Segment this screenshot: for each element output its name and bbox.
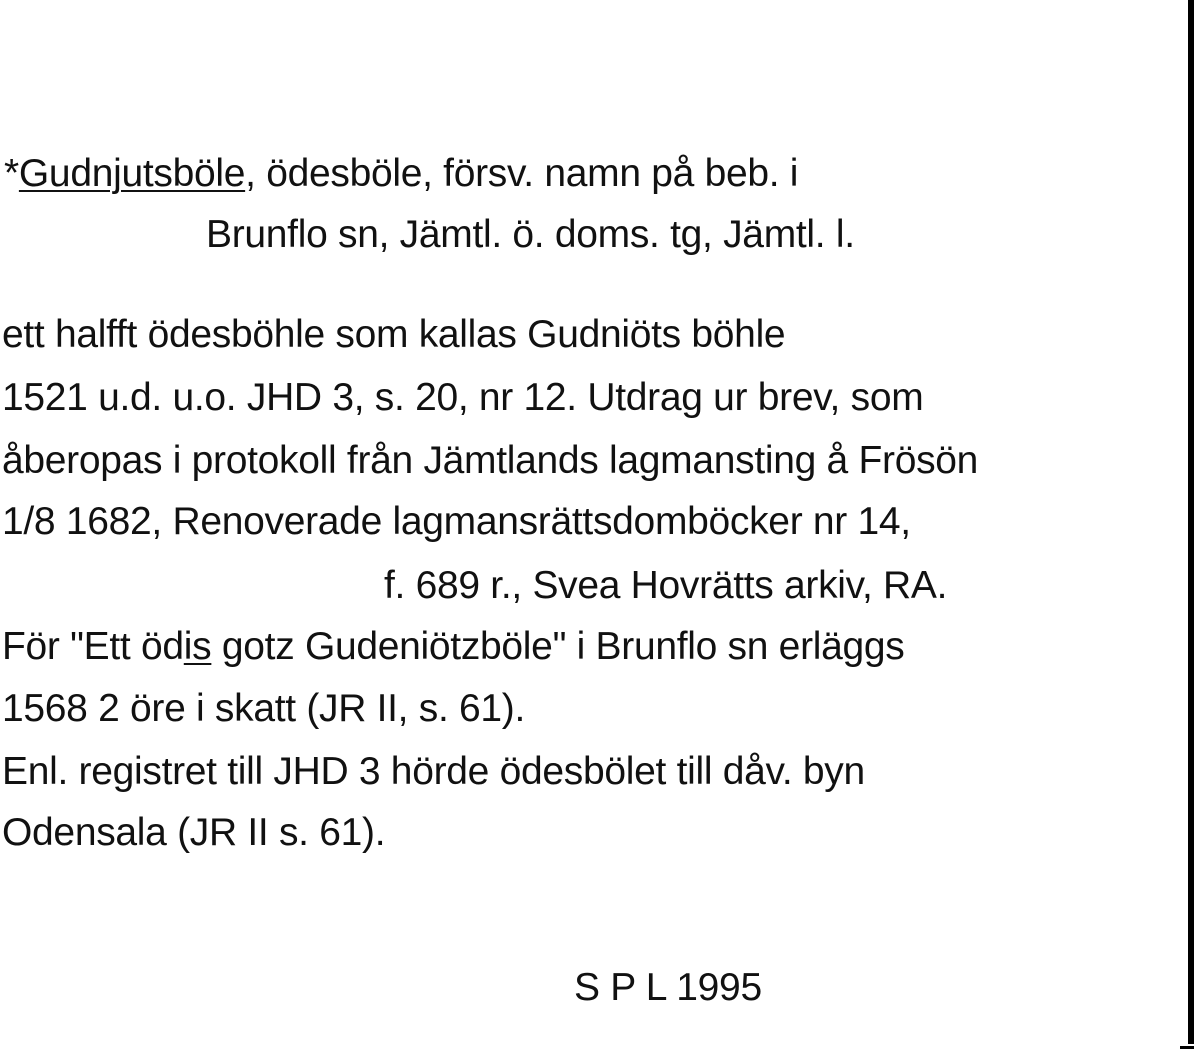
line6-part-2: gotz Gudeniötzböle" i Brunflo sn erläggs	[211, 625, 905, 668]
place-name: Gudnjutsböle	[18, 152, 246, 195]
signature: S P L 1995	[574, 966, 762, 1009]
card-corner-mark	[1180, 1046, 1194, 1049]
heading-description: , ödesböle, försv. namn på beb. i	[245, 152, 799, 195]
body-line-5: f. 689 r., Svea Hovrätts arkiv, RA.	[384, 564, 948, 607]
body-line-9: Odensala (JR II s. 61).	[2, 811, 386, 854]
heading-location: Brunflo sn, Jämtl. ö. doms. tg, Jämtl. l.	[206, 213, 855, 256]
line6-part-1: För "Ett öd	[2, 625, 184, 668]
line6-underlined: is	[183, 625, 212, 668]
card-right-edge	[1188, 0, 1194, 1044]
body-line-6	[2, 625, 905, 669]
entry-heading	[4, 152, 798, 196]
body-line-1: ett halfft ödesböhle som kallas Gudniöts böhle	[2, 313, 786, 356]
body-line-3: åberopas i protokoll från Jämtlands lagmansting å Frösön	[2, 439, 979, 482]
body-line-8: Enl. registret till JHD 3 hörde ödesbölet till dåv. byn	[2, 750, 865, 793]
body-line-4: 1/8 1682, Renoverade lagmansrättsdomböcker nr 14,	[2, 500, 911, 543]
body-line-2: 1521 u.d. u.o. JHD 3, s. 20, nr 12. Utdrag ur brev, som	[2, 376, 924, 419]
body-line-7: 1568 2 öre i skatt (JR II, s. 61).	[2, 687, 526, 730]
asterisk-mark: *	[4, 152, 19, 195]
